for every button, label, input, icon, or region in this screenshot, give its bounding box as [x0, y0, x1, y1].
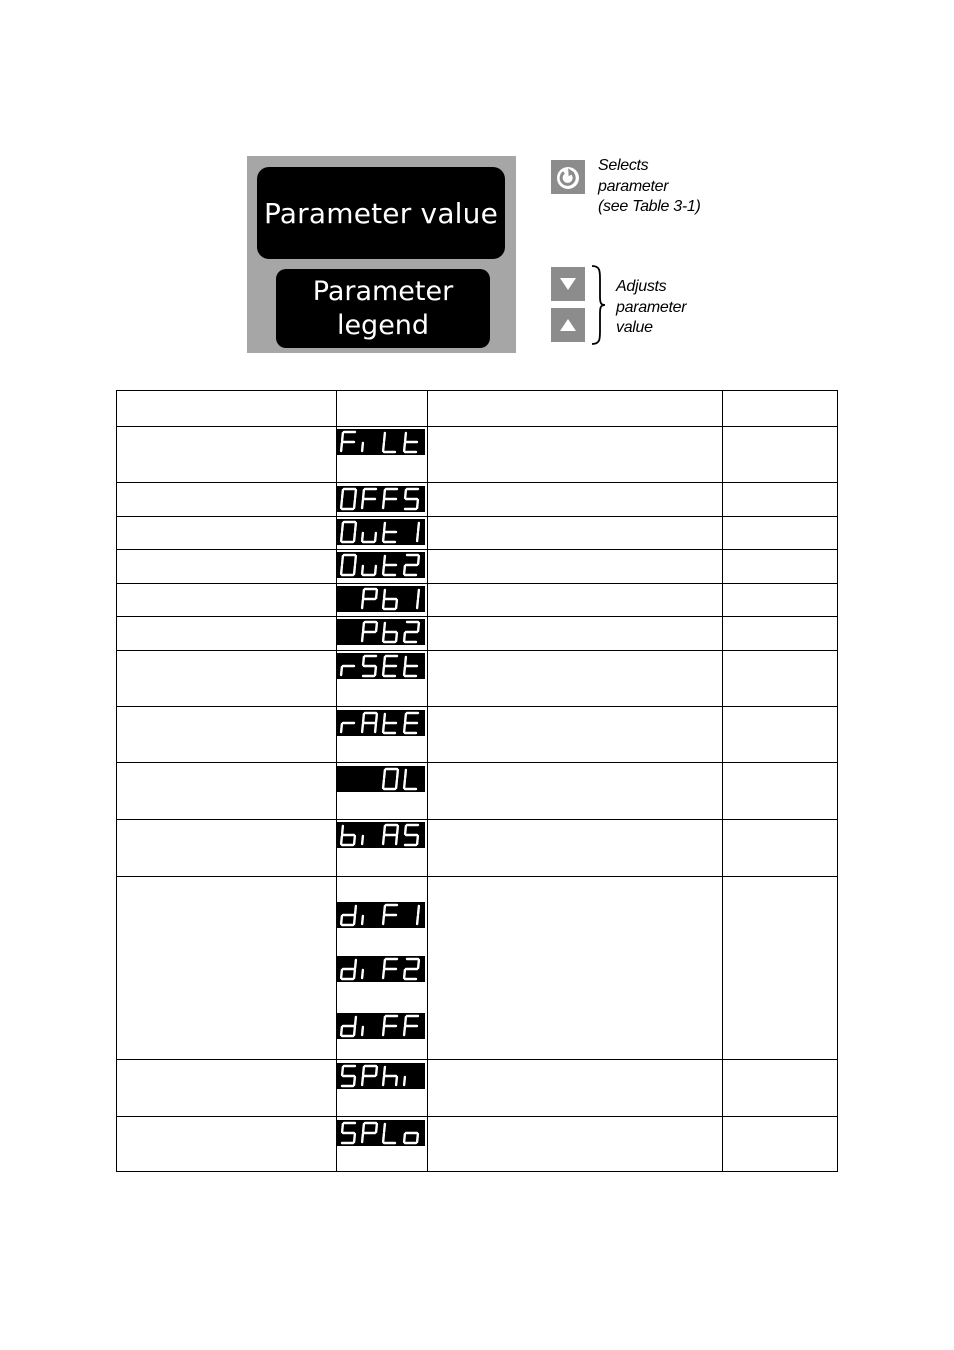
- segment-digit: [362, 622, 377, 641]
- row-divider: [117, 819, 837, 820]
- legend-offs: [337, 486, 425, 512]
- segment-digit: [383, 905, 397, 924]
- segment-digit: [341, 1017, 356, 1036]
- select-parameter-button[interactable]: [551, 160, 585, 194]
- legend-pb2: [337, 619, 425, 645]
- rotate-icon: [555, 164, 581, 190]
- segment-digit: [362, 970, 363, 978]
- legend-bias: [337, 822, 425, 848]
- seven-segment-display: [337, 653, 425, 679]
- legend-ol: [337, 766, 425, 792]
- segment-digit: [362, 489, 376, 508]
- row-divider: [117, 426, 837, 427]
- row-divider: [117, 616, 837, 617]
- row-divider: [117, 583, 837, 584]
- segment-digit: [383, 714, 396, 733]
- segment-digit: [404, 433, 417, 452]
- segment-digit: [383, 1067, 397, 1085]
- row-divider: [117, 482, 837, 483]
- triangle-up-icon: [559, 318, 577, 332]
- seven-segment-display: [337, 1120, 425, 1146]
- segment-digit: [362, 836, 363, 844]
- segment-digit: [341, 723, 354, 732]
- segment-digit: [362, 713, 377, 732]
- select-key-note: Selects parameter (see Table 3-1): [598, 157, 701, 215]
- parameter-value-text: Parameter value: [263, 196, 499, 230]
- parameter-value-display: [257, 167, 505, 259]
- segment-digit: [404, 1016, 418, 1035]
- segment-digit: [341, 555, 356, 575]
- adjust-key-note: Adjusts parameter value: [616, 278, 687, 336]
- segment-digit: [383, 825, 398, 844]
- segment-digit: [383, 523, 396, 542]
- row-divider: [117, 1059, 837, 1060]
- seven-segment-display: [337, 429, 425, 455]
- segment-digit: [341, 666, 354, 675]
- seven-segment-display: [337, 1063, 425, 1089]
- seven-segment-display: [337, 586, 425, 612]
- legend-out2: [337, 552, 425, 578]
- row-divider: [117, 650, 837, 651]
- legend-dif2: [337, 956, 425, 982]
- segment-digit: [404, 555, 419, 575]
- legend-rate: [337, 710, 425, 736]
- row-divider: [117, 1116, 837, 1117]
- segment-digit: [362, 1066, 377, 1085]
- seven-segment-display: [337, 486, 425, 512]
- seven-segment-display: [337, 902, 425, 928]
- legend-pb1: [337, 586, 425, 612]
- segment-digit: [383, 590, 397, 609]
- segment-digit: [404, 713, 418, 733]
- segment-digit: [405, 825, 418, 845]
- down-button[interactable]: [551, 267, 585, 301]
- segment-digit: [362, 443, 363, 451]
- row-divider: [117, 706, 837, 707]
- seven-segment-display: [337, 822, 425, 848]
- column-divider: [722, 391, 723, 1171]
- segment-digit: [383, 489, 397, 508]
- segment-digit: [341, 432, 355, 451]
- up-button[interactable]: [551, 308, 585, 342]
- seven-segment-display: [337, 1013, 425, 1039]
- triangle-down-icon: [559, 277, 577, 291]
- segment-digit: [362, 533, 376, 542]
- segment-digit: [342, 1123, 355, 1143]
- segment-digit: [362, 566, 376, 575]
- segment-digit: [417, 523, 419, 541]
- row-divider: [117, 516, 837, 517]
- legend-dif1: [337, 902, 425, 928]
- row-divider: [117, 549, 837, 550]
- segment-digit: [341, 906, 356, 925]
- legend-out1: [337, 519, 425, 545]
- segment-digit: [404, 1077, 405, 1085]
- parameter-legend-display: [276, 269, 490, 348]
- seven-segment-display: [337, 552, 425, 578]
- segment-digit: [341, 826, 355, 845]
- parameter-legend-line1: Parameter: [312, 275, 454, 307]
- front-panel: [247, 156, 516, 353]
- parameter-table: [116, 390, 838, 1172]
- segment-digit: [383, 556, 396, 575]
- segment-digit: [383, 1016, 397, 1035]
- segment-digit: [417, 906, 419, 924]
- segment-digit: [417, 590, 419, 608]
- segment-digit: [342, 1066, 355, 1086]
- seven-segment-display: [337, 619, 425, 645]
- parameter-legend-line2: legend: [336, 309, 430, 341]
- seven-segment-display: [337, 956, 425, 982]
- segment-digit: [341, 522, 356, 542]
- brace-icon: [590, 265, 606, 345]
- segment-digit: [341, 960, 356, 979]
- segment-digit: [363, 656, 376, 676]
- legend-splo: [337, 1120, 425, 1146]
- segment-digit: [383, 623, 397, 642]
- seven-segment-display: [337, 710, 425, 736]
- segment-digit: [383, 769, 398, 789]
- segment-digit: [362, 1123, 377, 1142]
- legend-filt: [337, 429, 425, 455]
- segment-digit: [383, 1124, 395, 1143]
- segment-digit: [362, 1027, 363, 1035]
- segment-digit: [383, 959, 397, 978]
- segment-digit: [383, 433, 395, 452]
- row-divider: [117, 762, 837, 763]
- segment-digit: [404, 1133, 418, 1143]
- segment-digit: [404, 770, 416, 789]
- legend-rset: [337, 653, 425, 679]
- segment-digit: [405, 489, 418, 509]
- legend-sphi: [337, 1063, 425, 1089]
- segment-digit: [383, 656, 397, 676]
- segment-digit: [341, 489, 356, 509]
- legend-diff: [337, 1013, 425, 1039]
- seven-segment-display: [337, 519, 425, 545]
- segment-digit: [362, 589, 377, 608]
- segment-digit: [404, 959, 419, 979]
- segment-digit: [404, 622, 419, 642]
- segment-digit: [362, 916, 363, 924]
- column-divider: [427, 391, 428, 1171]
- seven-segment-display: [337, 766, 425, 792]
- segment-digit: [404, 657, 417, 676]
- row-divider: [117, 876, 837, 877]
